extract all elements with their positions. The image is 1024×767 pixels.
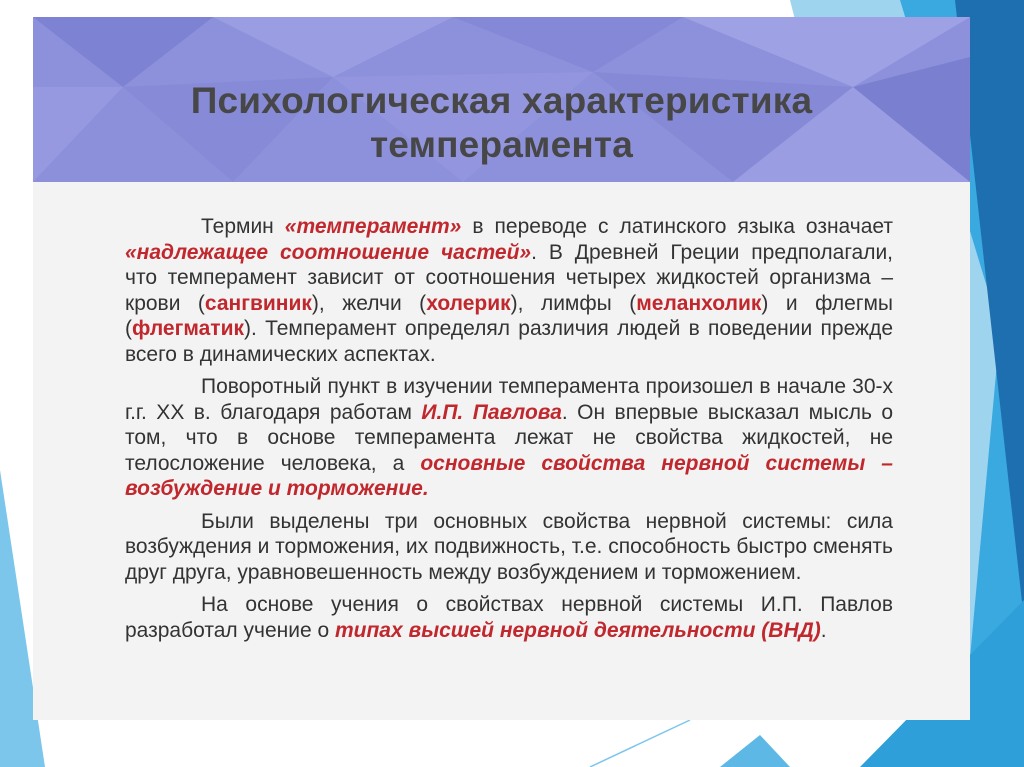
paragraph-temperament-term: [125, 214, 893, 367]
paragraph-three-properties: [125, 509, 893, 586]
text-run: .: [820, 618, 827, 642]
term-sanguine: сангвиник: [204, 291, 312, 315]
text-run: Были выделены три основных свойства нервной системы: сила возбуждения и торможения, их подвижность, т.е. способность быстро сменять друг друга, уравновешенность между возбуждением и торможением.: [125, 509, 893, 584]
term-nervous-system-properties: основные свойства нервной системы – возбуждение и торможение.: [125, 451, 893, 500]
text-run: Поворотный пункт в изучении темперамента произошел в начале 30-х г.г. XX в. благодаря работам: [125, 375, 893, 424]
term-melancholic: меланхолик: [636, 291, 762, 315]
term-choleric: холерик: [426, 291, 511, 315]
term-vnd-types: типах высшей нервной деятельности (ВНД): [334, 618, 821, 642]
slide-title: [33, 79, 970, 167]
text-run: в переводе с латинского языка означает: [461, 215, 893, 238]
paragraph-vnd: [125, 592, 893, 643]
text-run: На основе учения о свойствах нервной системы И.П. Павлов разработал учение о: [125, 593, 893, 642]
text-run: . Он впервые высказал мысль о том, что в основе темперамента лежат не свойства жидкостей, не телосложение человека, а: [125, 400, 894, 475]
paragraph-pavlov: [125, 374, 893, 502]
text-run: ), желчи (: [311, 291, 427, 315]
body-text: [125, 214, 893, 650]
title-line-1: Психологическая характеристика: [190, 80, 813, 121]
text-run: Термин: [201, 215, 285, 238]
term-pavlov: И.П. Павлова: [421, 400, 562, 424]
slide-header: [33, 17, 970, 182]
bottom-accent-line: [590, 720, 690, 767]
text-run: . В Древней Греции предполагали, что темперамент зависит от соотношения четырех жидкостей организма – крови (: [125, 240, 894, 315]
term-temperament: «темперамент»: [284, 215, 462, 238]
term-translation: «надлежащее соотношение частей»: [125, 240, 532, 264]
bottom-frame-shape: [720, 735, 790, 767]
title-line-2: темперамента: [369, 124, 634, 165]
text-run: ), лимфы (: [510, 291, 637, 315]
content-block: [33, 182, 970, 720]
text-run: ) и флегмы (: [125, 291, 894, 340]
text-run: ). Темперамент определял различия людей в поведении прежде всего в динамических аспектах.: [125, 317, 893, 366]
term-phlegmatic: флегматик: [132, 317, 244, 340]
slide-image: [33, 17, 970, 720]
